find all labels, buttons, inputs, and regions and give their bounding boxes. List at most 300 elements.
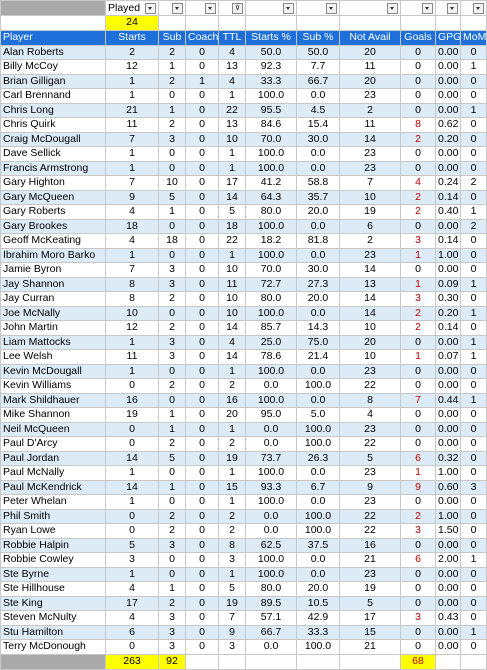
ttl-cell[interactable]: 5 — [219, 205, 246, 220]
not-avail-cell[interactable]: 10 — [340, 190, 401, 205]
mom-cell[interactable]: 2 — [461, 219, 487, 234]
sub-pct-cell[interactable]: 0.0 — [297, 567, 340, 582]
player-name-cell[interactable]: Francis Armstrong — [1, 161, 106, 176]
starts-pct-cell[interactable]: 84.6 — [246, 118, 297, 133]
sub-pct-cell[interactable]: 0.0 — [297, 364, 340, 379]
column-header[interactable]: Sub — [159, 30, 186, 45]
not-avail-cell[interactable]: 19 — [340, 582, 401, 597]
sub-pct-cell[interactable]: 0.0 — [297, 161, 340, 176]
mom-cell[interactable]: 1 — [461, 277, 487, 292]
mom-cell[interactable]: 0 — [461, 263, 487, 278]
player-name-cell[interactable]: Terry McDonough — [1, 640, 106, 655]
sub-pct-cell[interactable]: 0.0 — [297, 495, 340, 510]
starts-cell[interactable]: 7 — [106, 132, 159, 147]
starts-pct-cell[interactable]: 100.0 — [246, 161, 297, 176]
goals-cell[interactable]: 2 — [401, 321, 436, 336]
sub-pct-cell[interactable]: 10.5 — [297, 596, 340, 611]
sub-pct-cell[interactable]: 100.0 — [297, 422, 340, 437]
sub-cell[interactable]: 0 — [159, 147, 186, 162]
sub-cell[interactable]: 2 — [159, 509, 186, 524]
mom-cell[interactable]: 1 — [461, 306, 487, 321]
gpg-cell[interactable]: 0.32 — [436, 451, 461, 466]
ttl-cell[interactable]: 1 — [219, 161, 246, 176]
gpg-cell[interactable]: 0.44 — [436, 393, 461, 408]
starts-pct-cell[interactable]: 25.0 — [246, 335, 297, 350]
goals-cell[interactable]: 1 — [401, 248, 436, 263]
sub-cell[interactable]: 2 — [159, 292, 186, 307]
column-header[interactable]: Coach — [186, 30, 219, 45]
gpg-cell[interactable]: 0.24 — [436, 176, 461, 191]
sub-pct-cell[interactable]: 0.0 — [297, 147, 340, 162]
total-starts[interactable]: 263 — [106, 654, 159, 669]
mom-cell[interactable]: 0 — [461, 118, 487, 133]
starts-cell[interactable]: 2 — [106, 45, 159, 60]
goals-cell[interactable]: 7 — [401, 393, 436, 408]
coach-cell[interactable]: 0 — [186, 408, 219, 423]
goals-cell[interactable]: 3 — [401, 234, 436, 249]
player-name-cell[interactable]: Chris Quirk — [1, 118, 106, 133]
mom-cell[interactable]: 1 — [461, 393, 487, 408]
starts-cell[interactable]: 0 — [106, 509, 159, 524]
filter-sub[interactable] — [159, 1, 186, 16]
coach-cell[interactable]: 0 — [186, 277, 219, 292]
ttl-cell[interactable]: 1 — [219, 567, 246, 582]
starts-cell[interactable]: 12 — [106, 321, 159, 336]
starts-cell[interactable]: 1 — [106, 364, 159, 379]
starts-pct-cell[interactable]: 85.7 — [246, 321, 297, 336]
sub-pct-cell[interactable]: 20.0 — [297, 292, 340, 307]
starts-pct-cell[interactable]: 72.7 — [246, 277, 297, 292]
mom-cell[interactable]: 0 — [461, 321, 487, 336]
player-name-cell[interactable]: Chris Long — [1, 103, 106, 118]
starts-cell[interactable]: 1 — [106, 495, 159, 510]
starts-cell[interactable]: 16 — [106, 393, 159, 408]
starts-pct-cell[interactable]: 0.0 — [246, 379, 297, 394]
ttl-cell[interactable]: 1 — [219, 466, 246, 481]
mom-cell[interactable]: 3 — [461, 480, 487, 495]
not-avail-cell[interactable]: 23 — [340, 466, 401, 481]
goals-cell[interactable]: 0 — [401, 437, 436, 452]
sub-cell[interactable]: 2 — [159, 596, 186, 611]
starts-pct-cell[interactable]: 18.2 — [246, 234, 297, 249]
coach-cell[interactable]: 0 — [186, 292, 219, 307]
column-header[interactable]: Goals — [401, 30, 436, 45]
not-avail-cell[interactable]: 22 — [340, 379, 401, 394]
starts-pct-cell[interactable]: 66.7 — [246, 625, 297, 640]
mom-cell[interactable]: 0 — [461, 567, 487, 582]
goals-cell[interactable]: 0 — [401, 89, 436, 104]
gpg-cell[interactable]: 0.00 — [436, 364, 461, 379]
played-value[interactable]: 24 — [106, 16, 159, 31]
player-name-cell[interactable]: Alan Roberts — [1, 45, 106, 60]
goals-cell[interactable]: 0 — [401, 422, 436, 437]
sub-cell[interactable]: 5 — [159, 190, 186, 205]
ttl-cell[interactable]: 20 — [219, 408, 246, 423]
starts-cell[interactable]: 1 — [106, 567, 159, 582]
mom-cell[interactable]: 0 — [461, 379, 487, 394]
player-name-cell[interactable]: Kevin McDougall — [1, 364, 106, 379]
sub-pct-cell[interactable]: 0.0 — [297, 393, 340, 408]
sub-pct-cell[interactable]: 14.3 — [297, 321, 340, 336]
starts-pct-cell[interactable]: 93.3 — [246, 480, 297, 495]
sub-cell[interactable]: 2 — [159, 524, 186, 539]
column-header[interactable]: Sub % — [297, 30, 340, 45]
goals-cell[interactable]: 8 — [401, 118, 436, 133]
ttl-cell[interactable]: 1 — [219, 248, 246, 263]
sub-cell[interactable]: 1 — [159, 60, 186, 75]
goals-cell[interactable]: 1 — [401, 466, 436, 481]
starts-cell[interactable]: 12 — [106, 60, 159, 75]
sub-cell[interactable]: 3 — [159, 277, 186, 292]
player-name-cell[interactable]: Phil Smith — [1, 509, 106, 524]
sub-pct-cell[interactable]: 0.0 — [297, 553, 340, 568]
starts-cell[interactable]: 1 — [106, 466, 159, 481]
ttl-cell[interactable]: 10 — [219, 306, 246, 321]
filter-coach[interactable] — [186, 1, 219, 16]
mom-cell[interactable]: 0 — [461, 132, 487, 147]
gpg-cell[interactable]: 0.14 — [436, 190, 461, 205]
player-name-cell[interactable]: Steven McNulty — [1, 611, 106, 626]
ttl-cell[interactable]: 14 — [219, 190, 246, 205]
player-name-cell[interactable]: Jamie Byron — [1, 263, 106, 278]
sub-cell[interactable]: 1 — [159, 582, 186, 597]
sub-pct-cell[interactable]: 5.0 — [297, 408, 340, 423]
sub-cell[interactable]: 1 — [159, 408, 186, 423]
not-avail-cell[interactable]: 19 — [340, 205, 401, 220]
sub-pct-cell[interactable]: 50.0 — [297, 45, 340, 60]
sub-cell[interactable]: 2 — [159, 437, 186, 452]
sub-cell[interactable]: 0 — [159, 219, 186, 234]
sub-cell[interactable]: 0 — [159, 553, 186, 568]
coach-cell[interactable]: 0 — [186, 611, 219, 626]
coach-cell[interactable]: 0 — [186, 118, 219, 133]
starts-cell[interactable]: 1 — [106, 161, 159, 176]
ttl-cell[interactable]: 3 — [219, 553, 246, 568]
coach-cell[interactable]: 0 — [186, 524, 219, 539]
ttl-cell[interactable]: 1 — [219, 495, 246, 510]
gpg-cell[interactable]: 0.00 — [436, 89, 461, 104]
mom-cell[interactable]: 0 — [461, 422, 487, 437]
gpg-cell[interactable]: 0.00 — [436, 596, 461, 611]
ttl-cell[interactable]: 2 — [219, 524, 246, 539]
gpg-cell[interactable]: 0.00 — [436, 219, 461, 234]
not-avail-cell[interactable]: 23 — [340, 364, 401, 379]
sub-pct-cell[interactable]: 0.0 — [297, 89, 340, 104]
sub-pct-cell[interactable]: 100.0 — [297, 509, 340, 524]
sub-pct-cell[interactable]: 20.0 — [297, 582, 340, 597]
not-avail-cell[interactable]: 14 — [340, 263, 401, 278]
starts-pct-cell[interactable]: 78.6 — [246, 350, 297, 365]
mom-cell[interactable]: 0 — [461, 596, 487, 611]
starts-pct-cell[interactable]: 0.0 — [246, 640, 297, 655]
starts-cell[interactable]: 1 — [106, 248, 159, 263]
coach-cell[interactable]: 0 — [186, 306, 219, 321]
gpg-cell[interactable]: 0.20 — [436, 306, 461, 321]
ttl-cell[interactable]: 8 — [219, 538, 246, 553]
sub-cell[interactable]: 0 — [159, 306, 186, 321]
player-name-cell[interactable]: Ste King — [1, 596, 106, 611]
ttl-cell[interactable]: 13 — [219, 60, 246, 75]
goals-cell[interactable]: 0 — [401, 625, 436, 640]
coach-cell[interactable]: 0 — [186, 480, 219, 495]
chevron-down-icon[interactable] — [473, 3, 484, 14]
column-header[interactable]: GPG — [436, 30, 461, 45]
mom-cell[interactable]: 0 — [461, 538, 487, 553]
goals-cell[interactable]: 6 — [401, 451, 436, 466]
sub-pct-cell[interactable]: 30.0 — [297, 263, 340, 278]
starts-pct-cell[interactable]: 70.0 — [246, 132, 297, 147]
sub-cell[interactable]: 0 — [159, 364, 186, 379]
sub-cell[interactable]: 3 — [159, 132, 186, 147]
starts-pct-cell[interactable]: 70.0 — [246, 263, 297, 278]
goals-cell[interactable]: 0 — [401, 495, 436, 510]
not-avail-cell[interactable]: 9 — [340, 480, 401, 495]
sub-cell[interactable]: 2 — [159, 45, 186, 60]
not-avail-cell[interactable]: 14 — [340, 132, 401, 147]
ttl-cell[interactable]: 22 — [219, 103, 246, 118]
starts-cell[interactable]: 4 — [106, 582, 159, 597]
starts-cell[interactable]: 8 — [106, 292, 159, 307]
starts-cell[interactable]: 1 — [106, 335, 159, 350]
starts-cell[interactable]: 11 — [106, 118, 159, 133]
sub-pct-cell[interactable]: 100.0 — [297, 437, 340, 452]
goals-cell[interactable]: 0 — [401, 60, 436, 75]
coach-cell[interactable]: 0 — [186, 350, 219, 365]
goals-cell[interactable]: 2 — [401, 509, 436, 524]
ttl-cell[interactable]: 10 — [219, 263, 246, 278]
sub-cell[interactable]: 3 — [159, 640, 186, 655]
starts-pct-cell[interactable]: 73.7 — [246, 451, 297, 466]
sub-pct-cell[interactable]: 33.3 — [297, 625, 340, 640]
coach-cell[interactable]: 0 — [186, 147, 219, 162]
sub-cell[interactable]: 3 — [159, 625, 186, 640]
not-avail-cell[interactable]: 16 — [340, 538, 401, 553]
mom-cell[interactable]: 0 — [461, 292, 487, 307]
ttl-cell[interactable]: 9 — [219, 625, 246, 640]
starts-cell[interactable]: 7 — [106, 176, 159, 191]
not-avail-cell[interactable]: 21 — [340, 553, 401, 568]
gpg-cell[interactable]: 0.00 — [436, 45, 461, 60]
mom-cell[interactable]: 0 — [461, 451, 487, 466]
filter-active-icon[interactable]: ⊽ — [232, 3, 243, 14]
goals-cell[interactable]: 0 — [401, 219, 436, 234]
chevron-down-icon[interactable] — [326, 3, 337, 14]
goals-cell[interactable]: 0 — [401, 45, 436, 60]
sub-pct-cell[interactable]: 100.0 — [297, 379, 340, 394]
not-avail-cell[interactable]: 10 — [340, 350, 401, 365]
filter-starts-pct[interactable] — [246, 1, 297, 16]
not-avail-cell[interactable]: 15 — [340, 625, 401, 640]
mom-cell[interactable]: 0 — [461, 582, 487, 597]
mom-cell[interactable]: 0 — [461, 524, 487, 539]
mom-cell[interactable]: 0 — [461, 190, 487, 205]
sub-cell[interactable]: 0 — [159, 495, 186, 510]
coach-cell[interactable]: 0 — [186, 567, 219, 582]
column-header[interactable]: Starts % — [246, 30, 297, 45]
player-name-cell[interactable]: Neil McQueen — [1, 422, 106, 437]
ttl-cell[interactable]: 2 — [219, 437, 246, 452]
player-name-cell[interactable]: Peter Whelan — [1, 495, 106, 510]
goals-cell[interactable]: 3 — [401, 292, 436, 307]
mom-cell[interactable]: 0 — [461, 509, 487, 524]
sub-cell[interactable]: 3 — [159, 538, 186, 553]
starts-cell[interactable]: 8 — [106, 277, 159, 292]
not-avail-cell[interactable]: 22 — [340, 524, 401, 539]
player-name-cell[interactable]: Gary McQueen — [1, 190, 106, 205]
starts-cell[interactable]: 7 — [106, 263, 159, 278]
mom-cell[interactable]: 0 — [461, 89, 487, 104]
coach-cell[interactable]: 0 — [186, 103, 219, 118]
player-name-cell[interactable]: Geoff McKeating — [1, 234, 106, 249]
starts-pct-cell[interactable]: 89.5 — [246, 596, 297, 611]
goals-cell[interactable]: 0 — [401, 263, 436, 278]
starts-cell[interactable]: 17 — [106, 596, 159, 611]
total-sub[interactable]: 92 — [159, 654, 186, 669]
goals-cell[interactable]: 0 — [401, 567, 436, 582]
starts-pct-cell[interactable]: 100.0 — [246, 248, 297, 263]
goals-cell[interactable]: 3 — [401, 611, 436, 626]
player-name-cell[interactable]: Joe McNally — [1, 306, 106, 321]
not-avail-cell[interactable]: 6 — [340, 219, 401, 234]
starts-cell[interactable]: 21 — [106, 103, 159, 118]
not-avail-cell[interactable]: 21 — [340, 640, 401, 655]
not-avail-cell[interactable]: 5 — [340, 596, 401, 611]
coach-cell[interactable]: 0 — [186, 132, 219, 147]
coach-cell[interactable]: 0 — [186, 89, 219, 104]
gpg-cell[interactable]: 0.07 — [436, 350, 461, 365]
filter-ttl[interactable] — [219, 1, 246, 16]
coach-cell[interactable]: 0 — [186, 553, 219, 568]
sub-pct-cell[interactable]: 26.3 — [297, 451, 340, 466]
coach-cell[interactable]: 0 — [186, 582, 219, 597]
goals-cell[interactable]: 0 — [401, 103, 436, 118]
ttl-cell[interactable]: 15 — [219, 480, 246, 495]
ttl-cell[interactable]: 1 — [219, 422, 246, 437]
coach-cell[interactable]: 0 — [186, 248, 219, 263]
mom-cell[interactable]: 1 — [461, 625, 487, 640]
player-name-cell[interactable]: Gary Roberts — [1, 205, 106, 220]
player-name-cell[interactable]: Ryan Lowe — [1, 524, 106, 539]
ttl-cell[interactable]: 10 — [219, 292, 246, 307]
starts-pct-cell[interactable]: 0.0 — [246, 524, 297, 539]
coach-cell[interactable]: 0 — [186, 509, 219, 524]
sub-cell[interactable]: 2 — [159, 379, 186, 394]
coach-cell[interactable]: 0 — [186, 321, 219, 336]
ttl-cell[interactable]: 4 — [219, 45, 246, 60]
chevron-down-icon[interactable] — [205, 3, 216, 14]
coach-cell[interactable]: 0 — [186, 335, 219, 350]
starts-pct-cell[interactable]: 57.1 — [246, 611, 297, 626]
not-avail-cell[interactable]: 23 — [340, 89, 401, 104]
coach-cell[interactable]: 0 — [186, 495, 219, 510]
gpg-cell[interactable]: 0.00 — [436, 567, 461, 582]
starts-pct-cell[interactable]: 0.0 — [246, 509, 297, 524]
sub-pct-cell[interactable]: 15.4 — [297, 118, 340, 133]
player-name-cell[interactable]: Mike Shannon — [1, 408, 106, 423]
filter-sub-pct[interactable] — [297, 1, 340, 16]
goals-cell[interactable]: 0 — [401, 335, 436, 350]
sub-pct-cell[interactable]: 42.9 — [297, 611, 340, 626]
ttl-cell[interactable]: 1 — [219, 147, 246, 162]
sub-pct-cell[interactable]: 37.5 — [297, 538, 340, 553]
starts-pct-cell[interactable]: 50.0 — [246, 45, 297, 60]
sub-cell[interactable]: 0 — [159, 248, 186, 263]
mom-cell[interactable]: 1 — [461, 335, 487, 350]
goals-cell[interactable]: 0 — [401, 379, 436, 394]
starts-pct-cell[interactable]: 41.2 — [246, 176, 297, 191]
mom-cell[interactable]: 0 — [461, 466, 487, 481]
player-name-cell[interactable]: Robbie Cowley — [1, 553, 106, 568]
starts-cell[interactable]: 0 — [106, 379, 159, 394]
mom-cell[interactable]: 0 — [461, 640, 487, 655]
sub-cell[interactable]: 1 — [159, 103, 186, 118]
gpg-cell[interactable]: 0.00 — [436, 408, 461, 423]
starts-pct-cell[interactable]: 100.0 — [246, 364, 297, 379]
filter-goals[interactable] — [401, 1, 436, 16]
player-name-cell[interactable]: Gary Highton — [1, 176, 106, 191]
sub-pct-cell[interactable]: 100.0 — [297, 640, 340, 655]
coach-cell[interactable]: 0 — [186, 176, 219, 191]
player-name-cell[interactable]: Craig McDougall — [1, 132, 106, 147]
mom-cell[interactable]: 0 — [461, 161, 487, 176]
player-name-cell[interactable]: John Martin — [1, 321, 106, 336]
sub-cell[interactable]: 18 — [159, 234, 186, 249]
player-name-cell[interactable]: Paul McKendrick — [1, 480, 106, 495]
player-name-cell[interactable]: Robbie Halpin — [1, 538, 106, 553]
gpg-cell[interactable]: 0.00 — [436, 538, 461, 553]
ttl-cell[interactable]: 3 — [219, 640, 246, 655]
starts-pct-cell[interactable]: 95.0 — [246, 408, 297, 423]
sub-cell[interactable]: 2 — [159, 321, 186, 336]
coach-cell[interactable]: 0 — [186, 234, 219, 249]
starts-cell[interactable]: 0 — [106, 437, 159, 452]
gpg-cell[interactable]: 1.00 — [436, 466, 461, 481]
chevron-down-icon[interactable] — [283, 3, 294, 14]
ttl-cell[interactable]: 16 — [219, 393, 246, 408]
gpg-cell[interactable]: 0.30 — [436, 292, 461, 307]
ttl-cell[interactable]: 2 — [219, 379, 246, 394]
player-name-cell[interactable]: Mark Shildhauer — [1, 393, 106, 408]
ttl-cell[interactable]: 19 — [219, 596, 246, 611]
starts-pct-cell[interactable]: 95.5 — [246, 103, 297, 118]
sub-cell[interactable]: 2 — [159, 118, 186, 133]
not-avail-cell[interactable]: 23 — [340, 161, 401, 176]
gpg-cell[interactable]: 0.00 — [436, 74, 461, 89]
sub-pct-cell[interactable]: 0.0 — [297, 219, 340, 234]
starts-pct-cell[interactable]: 33.3 — [246, 74, 297, 89]
gpg-cell[interactable]: 0.43 — [436, 611, 461, 626]
not-avail-cell[interactable]: 20 — [340, 335, 401, 350]
mom-cell[interactable]: 1 — [461, 553, 487, 568]
ttl-cell[interactable]: 4 — [219, 335, 246, 350]
sub-cell[interactable]: 0 — [159, 393, 186, 408]
starts-cell[interactable]: 9 — [106, 190, 159, 205]
not-avail-cell[interactable]: 23 — [340, 422, 401, 437]
coach-cell[interactable]: 0 — [186, 451, 219, 466]
starts-cell[interactable]: 11 — [106, 350, 159, 365]
starts-cell[interactable]: 14 — [106, 451, 159, 466]
not-avail-cell[interactable]: 10 — [340, 321, 401, 336]
starts-pct-cell[interactable]: 100.0 — [246, 89, 297, 104]
ttl-cell[interactable]: 5 — [219, 582, 246, 597]
goals-cell[interactable]: 1 — [401, 277, 436, 292]
sub-pct-cell[interactable]: 27.3 — [297, 277, 340, 292]
player-name-cell[interactable]: Brian Gilligan — [1, 74, 106, 89]
sub-pct-cell[interactable]: 4.5 — [297, 103, 340, 118]
coach-cell[interactable]: 0 — [186, 190, 219, 205]
goals-cell[interactable]: 2 — [401, 306, 436, 321]
not-avail-cell[interactable]: 23 — [340, 495, 401, 510]
